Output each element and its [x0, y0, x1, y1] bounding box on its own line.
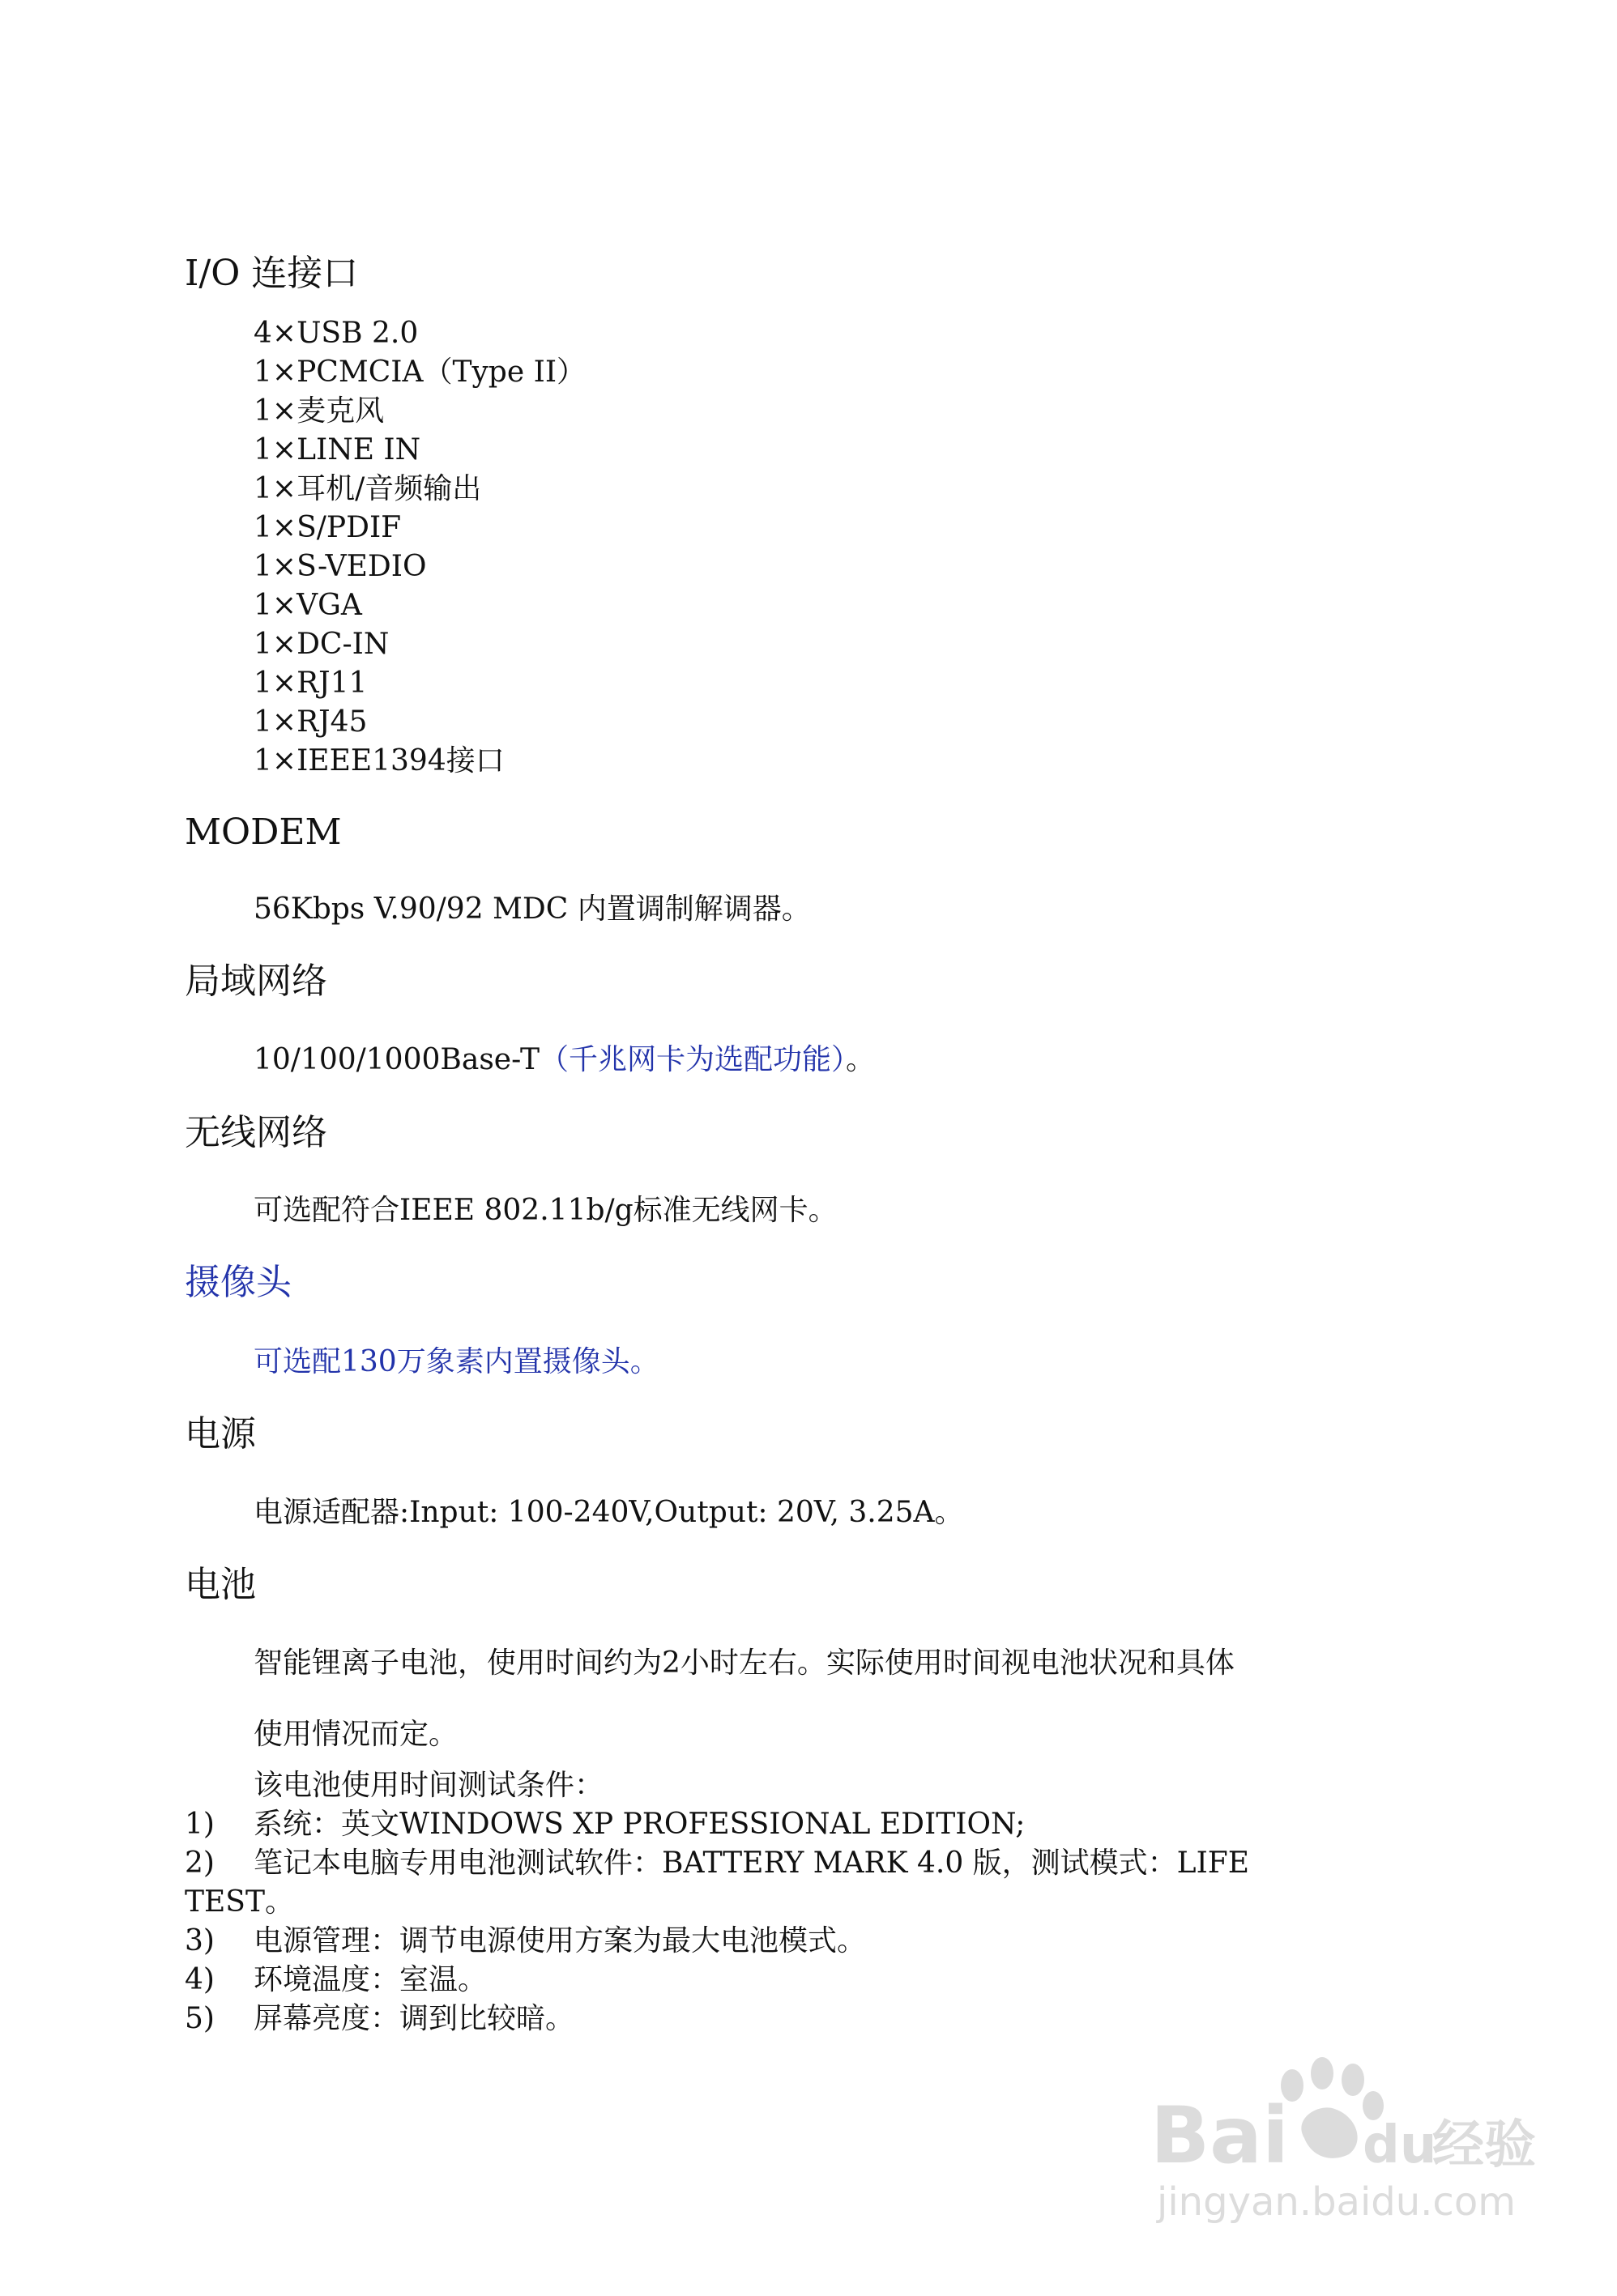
watermark-url: jingyan.baidu.com: [1157, 2179, 1516, 2225]
battery-line: 智能锂离子电池，使用时间约为2小时左右。实际使用时间视电池状况和具体: [254, 1646, 1235, 1680]
lan-text-prefix: 10/100/1000Base-T: [254, 1043, 540, 1076]
condition-number: 5): [185, 2002, 215, 2035]
io-item: 1×DC-IN: [254, 628, 390, 661]
condition-number: 1): [185, 1808, 215, 1841]
wlan-text: 可选配符合IEEE 802.11b/g标准无线网卡。: [254, 1194, 838, 1227]
condition-number: 3): [185, 1924, 215, 1957]
condition-continuation: TEST。: [185, 1885, 294, 1919]
watermark-logo-du: du: [1363, 2115, 1437, 2175]
condition-text: 屏幕亮度：调到比较暗。: [254, 2002, 575, 2035]
io-item: 1×VGA: [254, 589, 362, 622]
io-item: 1×S-VEDIO: [254, 550, 427, 583]
battery-line: 该电池使用时间测试条件：: [254, 1769, 604, 1802]
modem-heading: MODEM: [185, 811, 342, 853]
condition-number: 4): [185, 1963, 215, 1996]
wlan-heading: 无线网络: [185, 1112, 327, 1153]
condition-text: 环境温度：室温。: [254, 1963, 488, 1996]
modem-text: 56Kbps V.90/92 MDC 内置调制解调器。: [254, 892, 811, 926]
lan-text-suffix: 。: [846, 1043, 876, 1076]
condition-text: 笔记本电脑专用电池测试软件：BATTERY MARK 4.0 版，测试模式：LIFE: [254, 1847, 1250, 1880]
camera-heading: 摄像头: [185, 1262, 292, 1303]
io-item: 4×USB 2.0: [254, 317, 419, 350]
io-item: 1×PCMCIA（Type II）: [254, 356, 587, 389]
io-item: 1×RJ45: [254, 705, 368, 739]
power-text: 电源适配器:Input: 100-240V,Output: 20V, 3.25A。: [254, 1496, 964, 1529]
io-item: 1×S/PDIF: [254, 511, 402, 544]
io-item: 1×RJ11: [254, 667, 368, 700]
lan-text: [254, 1042, 875, 1079]
io-heading: I/O 连接口: [185, 253, 359, 294]
baidu-jingyan-watermark: [1150, 2041, 1539, 2235]
lan-heading: 局域网络: [185, 961, 327, 1002]
power-heading: 电源: [185, 1413, 256, 1455]
condition-text: 电源管理：调节电源使用方案为最大电池模式。: [254, 1924, 867, 1957]
io-item: 1×耳机/音频输出: [254, 472, 482, 505]
camera-text: 可选配130万象素内置摄像头。: [254, 1345, 659, 1378]
condition-number: 2): [185, 1847, 215, 1880]
lan-text-optional-note: （千兆网卡为选配功能）: [540, 1043, 847, 1076]
battery-line: 使用情况而定。: [254, 1718, 459, 1751]
io-item: 1×LINE IN: [254, 433, 421, 466]
io-item: 1×麦克风: [254, 394, 385, 428]
battery-heading: 电池: [185, 1564, 256, 1605]
condition-text: 系统：英文WINDOWS XP PROFESSIONAL EDITION;: [254, 1808, 1026, 1841]
watermark-logo-jingyan: 经验: [1432, 2115, 1536, 2175]
io-item: 1×IEEE1394接口: [254, 744, 505, 777]
watermark-logo-text: Bai: [1150, 2090, 1289, 2181]
